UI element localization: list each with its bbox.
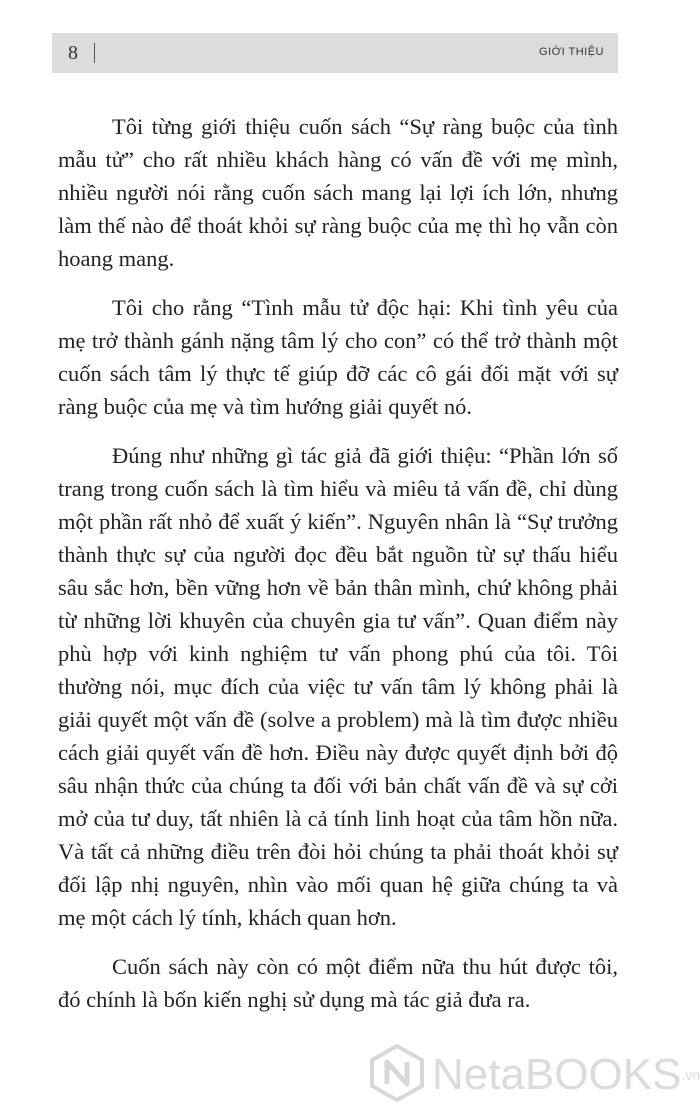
running-header — [52, 33, 618, 73]
watermark-suffix: .vn — [681, 1067, 700, 1083]
header-divider — [94, 43, 95, 63]
netabooks-logo-icon — [368, 1044, 426, 1102]
paragraph-2: Tôi cho rằng “Tình mẫu tử độc hại: Khi tình yêu của mẹ trở thành gánh nặng tâm lý cho con” có thể trở thành một cuốn sách tâm lý thực tế giúp đỡ các cô gái đối mặt với sự ràng buộc của mẹ và tìm hướng giải quyết nó. — [58, 295, 618, 419]
body-text — [58, 110, 618, 1032]
watermark-brand: NetaBOOKS — [432, 1050, 682, 1099]
watermark-text — [432, 1050, 700, 1100]
paragraph-3: Đúng như những gì tác giả đã giới thiệu: “Phần lớn số trang trong cuốn sách là tìm hiểu và miêu tả vấn đề, chỉ dùng một phần rất nhỏ để xuất ý kiến”. Nguyên nhân là “Sự trưởng thành thực sự của người đọc đều bắt nguồn từ sự thấu hiểu sâu sắc hơn, bền vững hơn về bản thân mình, chứ không phải từ những lời khuyên của chuyên gia tư vấn”. Quan điểm này phù hợp với kinh nghiệm tư vấn phong phú của tôi. Tôi thường nói, mục đích của việc tư vấn tâm lý không phải là giải quyết một vấn đề (solve a problem) mà là tìm được nhiều cách giải quyết vấn đề hơn. Điều này được quyết định bởi độ sâu nhận thức của chúng ta đối với bản chất vấn đề và sự cởi mở của tư duy, tất nhiên là cả tính linh hoạt của tâm hồn nữa. Và tất cả những điều trên đòi hỏi chúng ta phải thoát khỏi sự đối lập nhị nguyên, nhìn vào mối quan hệ giữa chúng ta và mẹ một cách lý tính, khách quan hơn. — [58, 443, 618, 930]
section-title: GIỚI THIỆU — [539, 46, 604, 58]
watermark — [368, 1040, 698, 1110]
paragraph-1: Tôi từng giới thiệu cuốn sách “Sự ràng buộc của tình mẫu tử” cho rất nhiều khách hàng có vấn đề với mẹ mình, nhiều người nói rằng cuốn sách mang lại lợi ích lớn, nhưng làm thế nào để thoát khỏi sự ràng buộc của mẹ thì họ vẫn còn hoang mang. — [58, 114, 618, 271]
paragraph-4: Cuốn sách này còn có một điểm nữa thu hút được tôi, đó chính là bốn kiến nghị sử dụng mà tác giả đưa ra. — [58, 954, 618, 1012]
page-number: 8 — [68, 42, 78, 64]
